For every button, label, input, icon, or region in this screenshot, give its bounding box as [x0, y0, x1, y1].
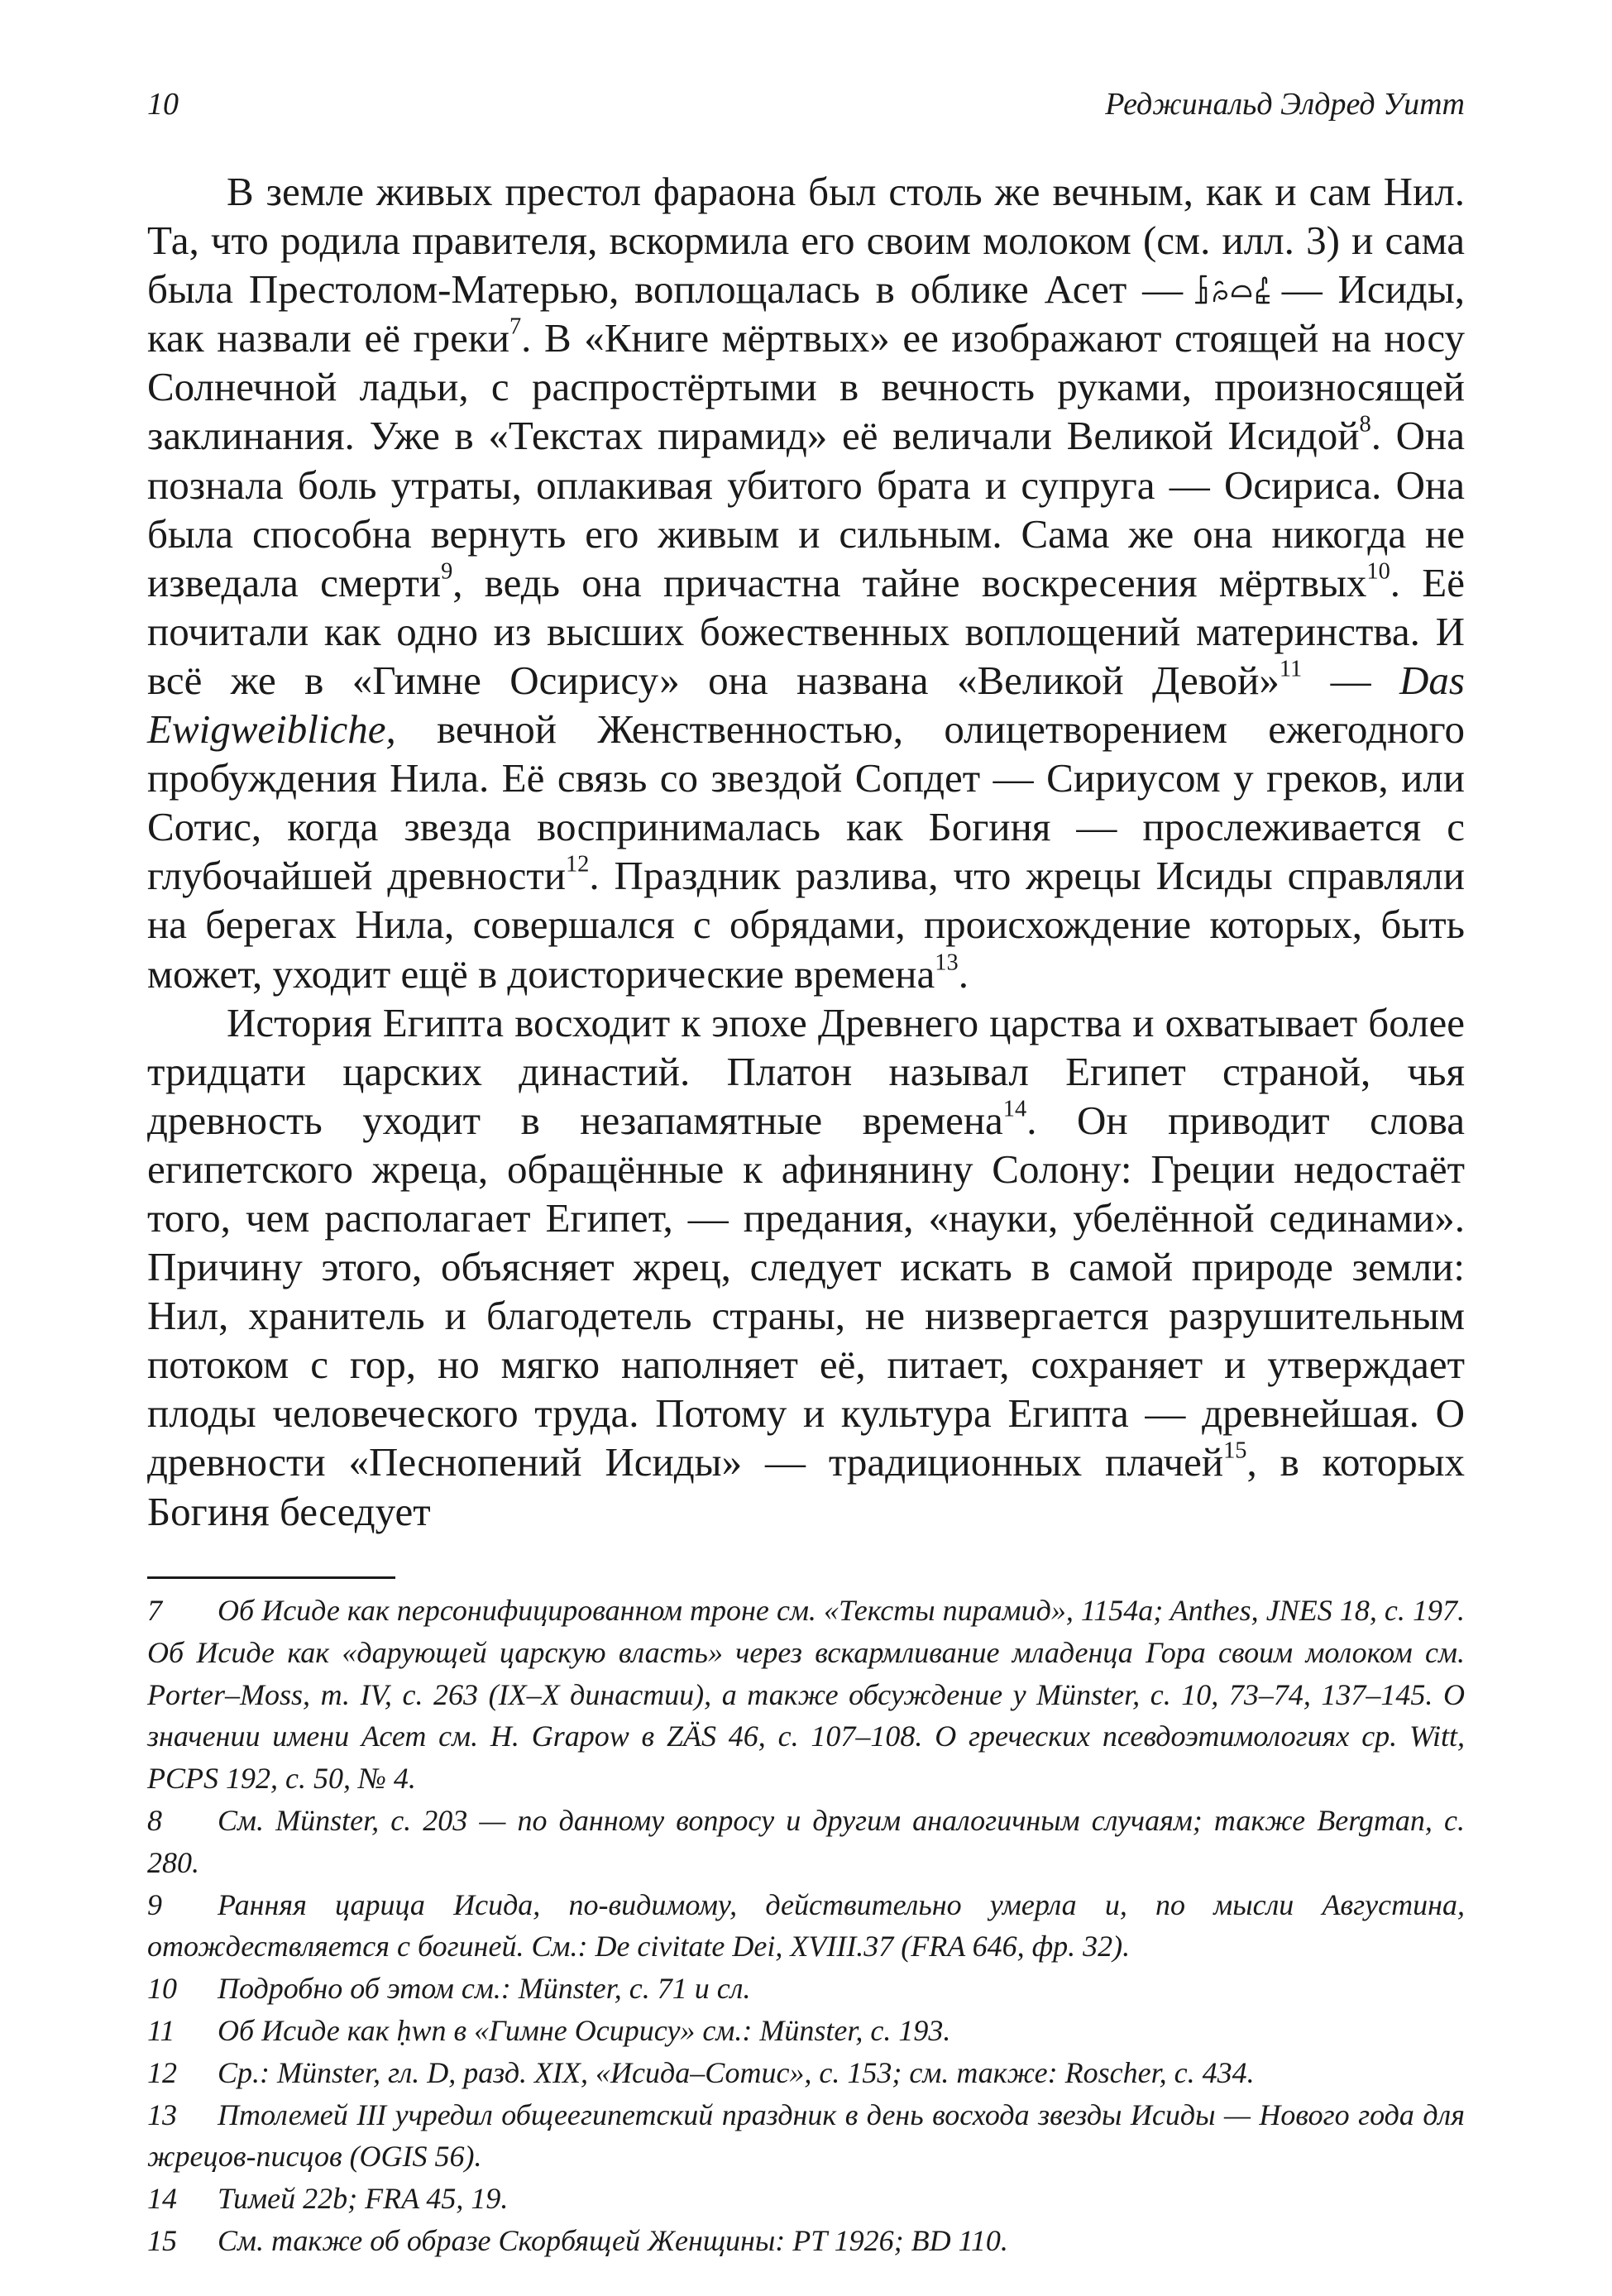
running-head [147, 79, 1465, 129]
footnote-ref-9[interactable]: 9 [441, 558, 453, 585]
aset-hieroglyph-icon [1193, 271, 1272, 306]
footnote-10 [147, 1968, 1465, 2010]
footnote-15 [147, 2220, 1465, 2262]
footnote-14 [147, 2178, 1465, 2220]
running-title: Реджинальд Элдред Уитт [1105, 87, 1465, 122]
footnote-text: Тимей 22b; FRA 45, 19. [218, 2182, 509, 2216]
text-span: . В «Книге мёртвых» ее изображают стоящей на носу Солнечной ладьи, с распростёртыми в вечность руками, произносящей заклинания. Уже в «Текстах пирамид» её величали Великой Исидой [147, 315, 1465, 459]
footnote-text: Птолемей III учредил общеегипетский праздник в день восхода звезды Исиды — Нового года для жрецов-писцов (OGIS 56). [147, 2097, 1465, 2174]
text-span: , в которых Богиня беседует [147, 1439, 1465, 1534]
footnote-text: См. также об образе Скорбящей Женщины: PT 1926; BD 110. [218, 2223, 1008, 2257]
footnote-9 [147, 1884, 1465, 1968]
text-span: . Праздник разлива, что жрецы Исиды справляли на берегах Нила, совершался с обрядами, происхождение которых, быть может, уходит ещё в доисторические времена [147, 853, 1465, 997]
page-number: 10 [147, 87, 179, 122]
text-span: . Он приводит слова египетского жреца, обращённые к афинянину Солону: Греции недостаёт того, чем располагает Египет, — предания, «науки, убелённой сединами». Причину этого, объясняет жрец, следует искать в самой природе земли: Нил, хранитель и благодетель страны, не низвергается разрушительным потоком с гор, но мягко наполняет её, питает, сохраняет и утверждает плоды человеческого труда. Потому и культура Египта — древнейшая. О древности «Песнопений Исиды» — традиционных плачей [147, 1097, 1466, 1485]
footnotes [147, 1590, 1465, 2262]
footnote-12 [147, 2052, 1465, 2094]
footnote-number: 11 [147, 2013, 175, 2047]
paragraph-2 [147, 998, 1465, 1536]
text-span: вечной Женственностью, олицетворением ежегодного пробуждения Нила. Её связь со звездой Сопдет — Сириусом у греков, или Сотис, когда звезда воспринималась как Богиня — прослеживается с глубочайшей древности [147, 706, 1465, 899]
footnote-number: 12 [147, 2055, 177, 2089]
footnote-text: Ср.: Münster, гл. D, разд. XIX, «Исида–Сотис», с. 153; см. также: Roscher, с. 434. [218, 2055, 1255, 2089]
footnote-number: 15 [147, 2223, 177, 2257]
text-span: , ведь она причастна тайне воскресения мёртвых [452, 559, 1367, 605]
text-span: — Исиды, как назвали её греки [147, 266, 1466, 361]
text-span: . Она познала боль утраты, оплакивая убитого брата и супруга — Осириса. Она была способна вернуть его живым и сильным. Сама же она никогда не изведала смерти [147, 413, 1466, 605]
footnote-ref-15[interactable]: 15 [1223, 1438, 1247, 1465]
footnote-number: 9 [147, 1887, 162, 1921]
footnote-7 [147, 1590, 1465, 1800]
footnote-ref-13[interactable]: 13 [935, 949, 959, 976]
footnote-13 [147, 2094, 1465, 2179]
text-span: . Её почитали как одно из высших божественных воплощений материнства. И всё же в «Гимне Осирису» она названа «Великой Девой» [147, 559, 1465, 703]
text-span: — [1302, 657, 1400, 703]
footnote-ref-7[interactable]: 7 [509, 313, 522, 340]
footnote-ref-12[interactable]: 12 [565, 852, 590, 878]
footnote-number: 14 [147, 2182, 177, 2216]
footnote-text: Об Исиде как ḥwn в «Гимне Осирису» см.: Münster, с. 193. [218, 2013, 951, 2047]
footnote-divider [147, 1576, 395, 1579]
footnote-text: См. Münster, с. 203 — по данному вопросу и другим аналогичным случаям; также Bergman, с. 280. [147, 1803, 1465, 1879]
footnote-ref-11[interactable]: 11 [1279, 656, 1303, 682]
footnote-ref-14[interactable]: 14 [1002, 1096, 1027, 1122]
footnote-11 [147, 2010, 1465, 2052]
footnote-ref-8[interactable]: 8 [1359, 412, 1371, 438]
text-span: История Египта восходит к эпохе Древнего царства и охватывает более тридцати царских династий. Платон называл Египет страной, чья древность уходит в незапамятные времена [147, 999, 1465, 1143]
text-span: В земле живых престол фараона был столь же вечным, как и сам Нил. Та, что родила правителя, вскормила его своим молоком (см. илл. 3) и сама была Престолом-Матерью, воплощалась в облике Асет — [147, 169, 1465, 313]
footnote-number: 8 [147, 1803, 162, 1837]
body-text [147, 167, 1465, 1536]
text-span: . [958, 950, 969, 997]
footnote-number: 13 [147, 2097, 177, 2131]
paragraph-1 [147, 167, 1465, 998]
italic-phrase: Das Ewigweibliche, [147, 657, 1465, 753]
footnote-number: 7 [147, 1594, 162, 1627]
footnote-text: Об Исиде как персонифицированном троне см. «Тексты пирамид», 1154a; Anthes, JNES 18, с. 197. Об Исиде как «дарующей царскую власть» через вскармливание младенца Гора своим молоком см. Porter–Moss, т. IV, с. 263 (IX–X династии), а также обсуждение у Münster, с. 10, 73–74, 137–145. О значении имени Асет см. H. Grapow в ZÄS 46, с. 107–108. О греческих псевдоэтимологиях ср. Witt, PCPS 192, с. 50, № 4. [147, 1594, 1465, 1796]
footnote-text: Ранняя царица Исида, по-видимому, действительно умерла и, по мысли Августина, отождествляется с богиней. См.: De civitate Dei, XVIII.37 (FRA 646, фр. 32). [147, 1887, 1465, 1964]
footnote-ref-10[interactable]: 10 [1366, 558, 1390, 585]
footnote-8 [147, 1800, 1465, 1884]
footnote-text: Подробно об этом см.: Münster, с. 71 и сл. [218, 1972, 751, 2006]
footnote-number: 10 [147, 1972, 177, 2006]
